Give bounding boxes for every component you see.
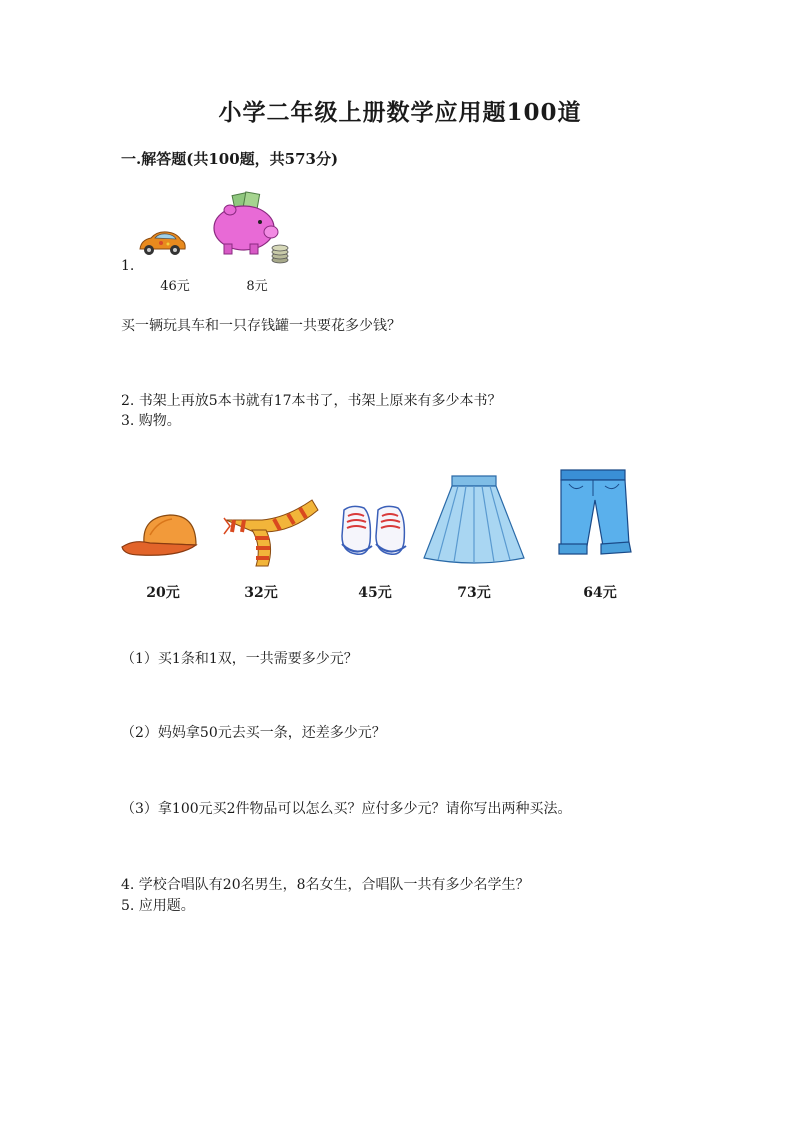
q1-price-car: 46元 — [160, 279, 190, 294]
skirt-icon — [422, 474, 526, 566]
q5-text: 5. 应用题。 — [121, 898, 195, 914]
q3-sub3: （3）拿100元买2件物品可以怎么买？应付多少元？请你写出两种买法。 — [121, 801, 572, 817]
q3-sub2: （2）妈妈拿50元去买一条，还差多少元？ — [121, 725, 386, 741]
scarf-icon — [222, 496, 320, 568]
price-skirt: 73元 — [457, 585, 491, 601]
toy-car-icon — [137, 228, 187, 258]
section-heading: 一.解答题(共100题，共573分) — [121, 150, 339, 168]
page-title: 小学二年级上册数学应用题100道 — [218, 99, 582, 126]
cap-icon — [120, 513, 198, 559]
q3-heading: 3. 购物。 — [121, 413, 181, 429]
piggy-bank-icon — [208, 192, 290, 268]
shoes-icon — [338, 502, 410, 558]
q3-sub1: （1）买1条和1双，一共需要多少元？ — [121, 651, 358, 667]
price-cap: 20元 — [146, 585, 180, 601]
jeans-icon — [555, 466, 633, 560]
q4-text: 4. 学校合唱队有20名男生，8名女生，合唱队一共有多少名学生？ — [121, 877, 530, 893]
q1-number: 1. — [121, 258, 135, 274]
q2-text: 2. 书架上再放5本书就有17本书了，书架上原来有多少本书？ — [121, 393, 502, 409]
price-jeans: 64元 — [583, 585, 617, 601]
price-scarf: 32元 — [244, 585, 278, 601]
q1-question: 买一辆玩具车和一只存钱罐一共要花多少钱？ — [121, 318, 401, 334]
price-shoes: 45元 — [358, 585, 392, 601]
q1-price-piggy: 8元 — [246, 279, 268, 294]
